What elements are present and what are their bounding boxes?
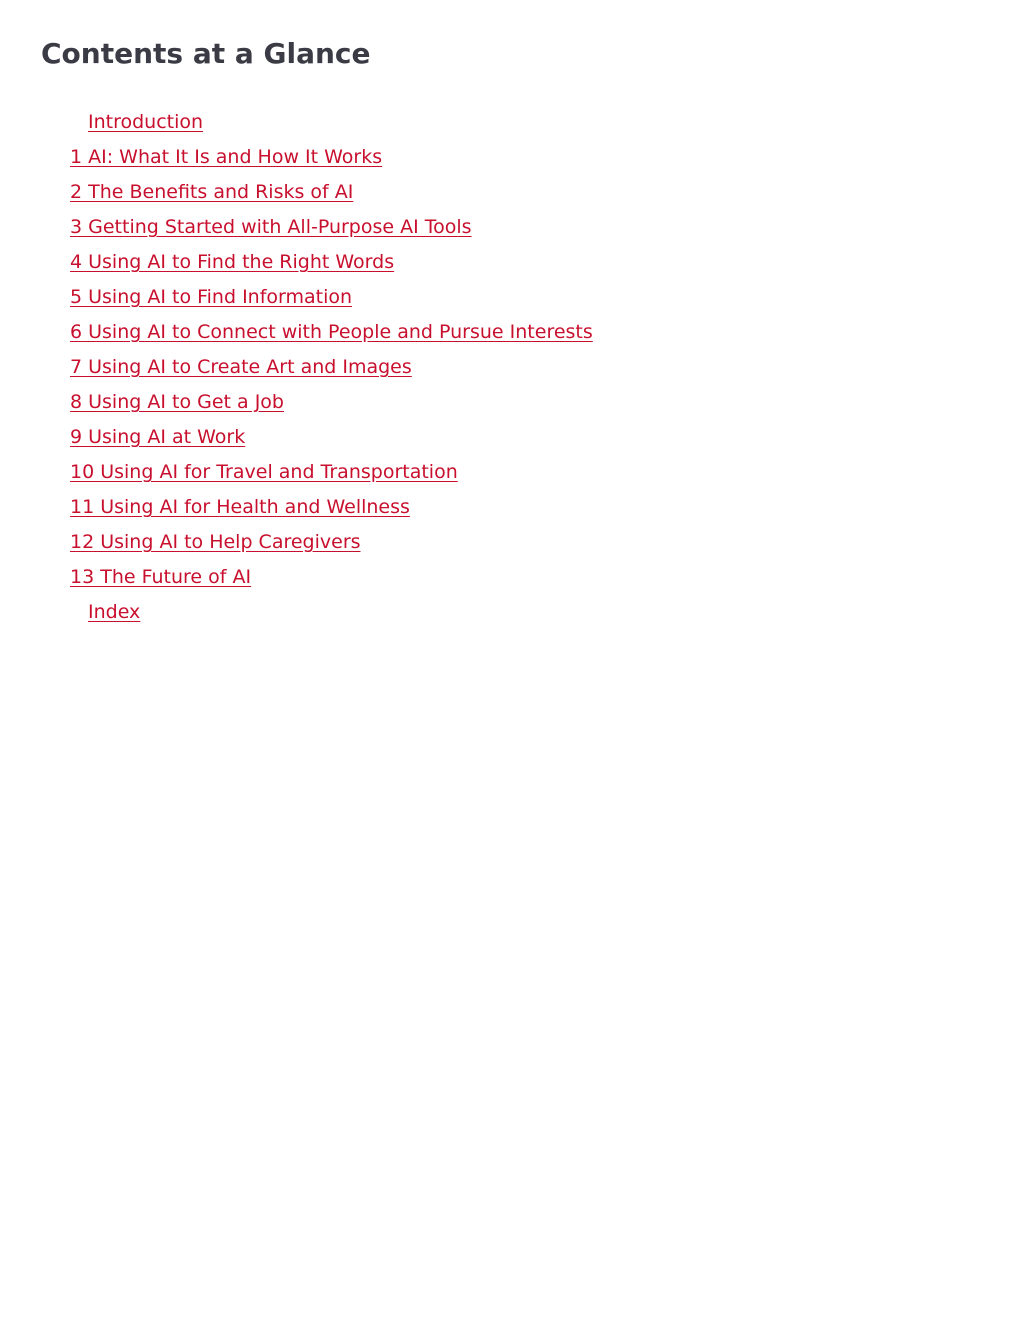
toc-link-index[interactable]: Index <box>88 601 141 623</box>
toc-link-chapter-12[interactable]: 12 Using AI to Help Caregivers <box>70 531 361 553</box>
toc-link-chapter-9[interactable]: 9 Using AI at Work <box>70 426 246 448</box>
toc-item-chapter-11 <box>70 490 593 525</box>
page-title: Contents at a Glance <box>41 37 371 70</box>
toc-link-chapter-13[interactable]: 13 The Future of AI <box>70 566 252 588</box>
toc-item-chapter-12 <box>70 525 593 560</box>
toc-item-introduction <box>70 105 593 140</box>
toc-link-chapter-8[interactable]: 8 Using AI to Get a Job <box>70 391 284 413</box>
toc-link-chapter-1[interactable]: 1 AI: What It Is and How It Works <box>70 146 383 168</box>
toc-link-chapter-7[interactable]: 7 Using AI to Create Art and Images <box>70 356 412 378</box>
toc-link-chapter-10[interactable]: 10 Using AI for Travel and Transportation <box>70 461 458 483</box>
toc-link-chapter-3[interactable]: 3 Getting Started with All-Purpose AI Tools <box>70 216 472 238</box>
toc-item-chapter-2 <box>70 175 593 210</box>
toc-link-introduction[interactable]: Introduction <box>88 111 204 133</box>
toc-item-chapter-3 <box>70 210 593 245</box>
toc-item-chapter-5 <box>70 280 593 315</box>
toc-item-chapter-4 <box>70 245 593 280</box>
toc-list <box>70 105 593 630</box>
toc-link-chapter-6[interactable]: 6 Using AI to Connect with People and Pursue Interests <box>70 321 593 343</box>
toc-item-chapter-7 <box>70 350 593 385</box>
toc-link-chapter-4[interactable]: 4 Using AI to Find the Right Words <box>70 251 395 273</box>
toc-item-chapter-6 <box>70 315 593 350</box>
toc-link-chapter-5[interactable]: 5 Using AI to Find Information <box>70 286 353 308</box>
toc-link-chapter-11[interactable]: 11 Using AI for Health and Wellness <box>70 496 410 518</box>
toc-item-chapter-1 <box>70 140 593 175</box>
toc-item-chapter-9 <box>70 420 593 455</box>
toc-item-chapter-10 <box>70 455 593 490</box>
toc-item-chapter-8 <box>70 385 593 420</box>
toc-item-index <box>70 595 593 630</box>
toc-item-chapter-13 <box>70 560 593 595</box>
toc-link-chapter-2[interactable]: 2 The Benefits and Risks of AI <box>70 181 354 203</box>
